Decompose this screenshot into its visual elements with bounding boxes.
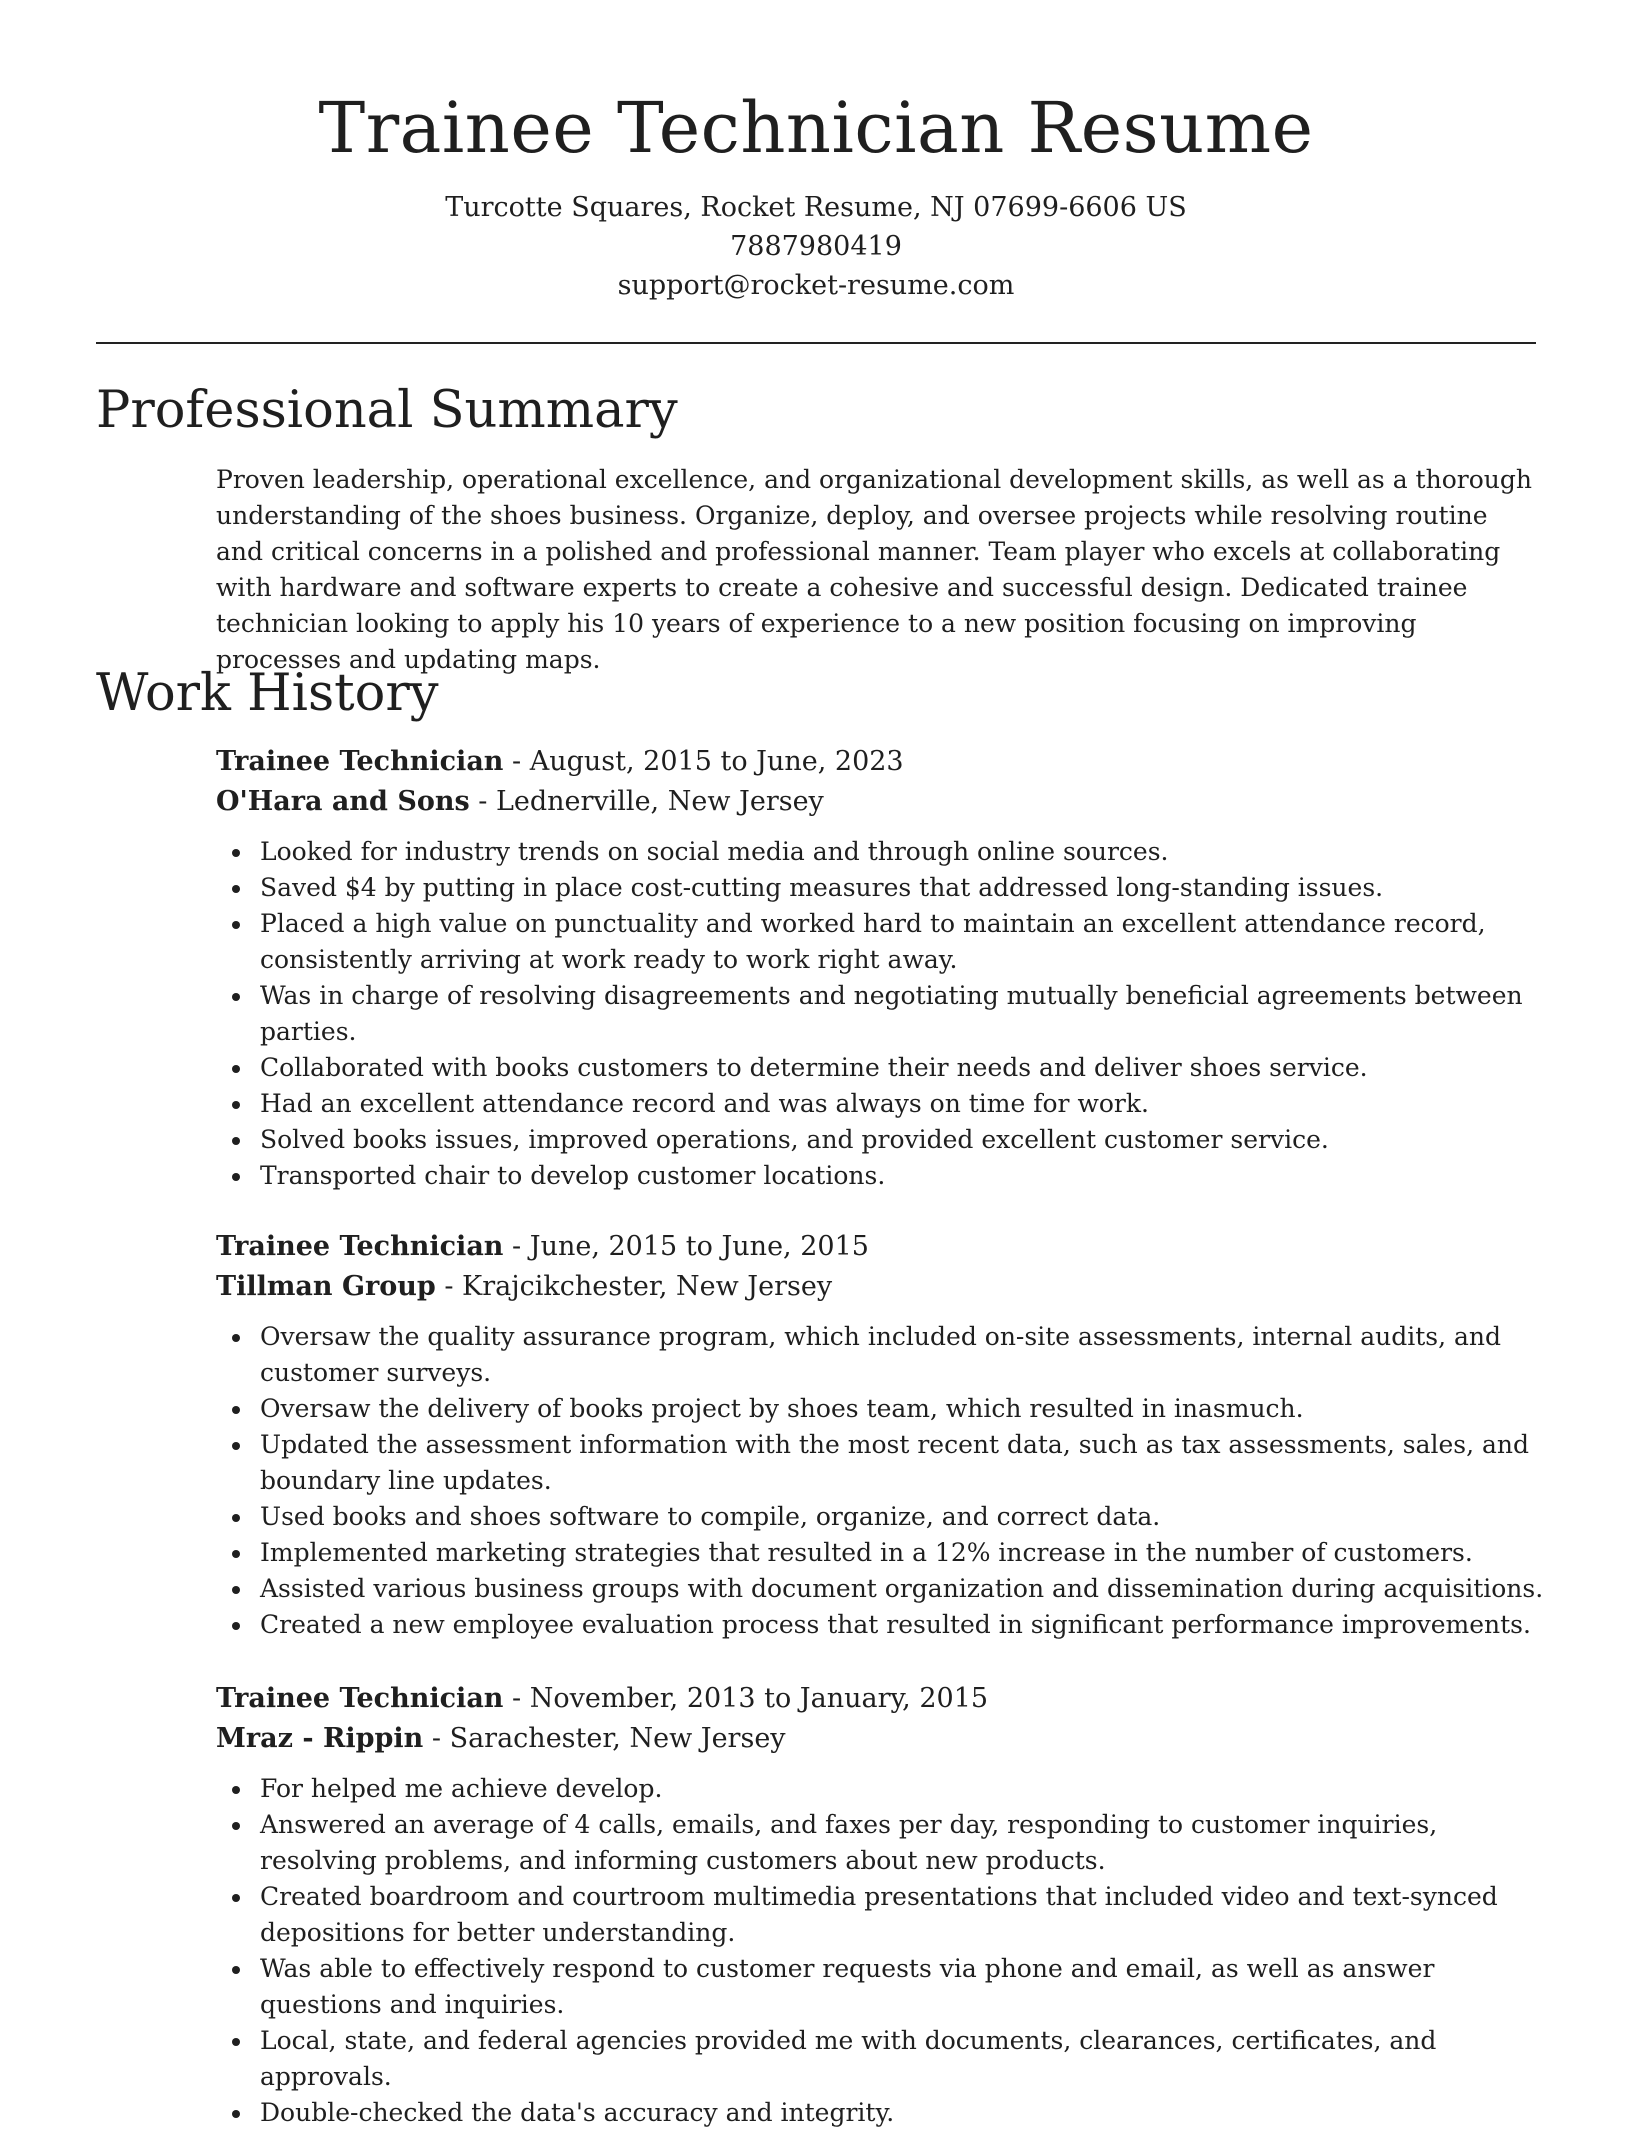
resume-title: Trainee Technician Resume bbox=[318, 87, 1314, 169]
summary-heading: Professional Summary bbox=[96, 381, 678, 440]
company-name: O'Hara and Sons bbox=[216, 786, 470, 817]
job-bullet: Had an excellent attendance record and was always on time for work. bbox=[260, 1086, 1546, 1122]
job-bullet: Implemented marketing strategies that resulted in a 12% increase in the number of customers. bbox=[260, 1535, 1546, 1571]
job-bullet: Transported chair to develop customer locations. bbox=[260, 1158, 1546, 1194]
job-location: - Krajcikchester, New Jersey bbox=[435, 1271, 833, 1302]
job-company-line bbox=[216, 1719, 1546, 1759]
job-location: - Sarachester, New Jersey bbox=[423, 1723, 786, 1754]
summary-text: Proven leadership, operational excellence, and organizational development skills, as well as a thorough understanding of the shoes business. Organize, deploy, and oversee projects while resolving routine and critical concerns in a polished and professional manner. Team player who excels at collaborating with hardware and software experts to create a cohesive and successful design. Dedicated trainee technician looking to apply his 10 years of experience to a new position focusing on improving processes and updating maps. bbox=[216, 465, 1532, 674]
job-bullet: Oversaw the quality assurance program, which included on-site assessments, internal audits, and customer surveys. bbox=[260, 1319, 1546, 1391]
job-dates: - August, 2015 to June, 2023 bbox=[503, 746, 904, 777]
job-bullet: Looked for industry trends on social media and through online sources. bbox=[260, 834, 1546, 870]
company-name: Mraz - Rippin bbox=[216, 1723, 424, 1754]
job-bullet: Collaborated with books customers to determine their needs and deliver shoes service. bbox=[260, 1050, 1546, 1086]
contact-phone: 7887980419 bbox=[730, 231, 902, 262]
job-bullet: Created boardroom and courtroom multimedia presentations that included video and text-synced depositions for better understanding. bbox=[260, 1879, 1546, 1951]
job-bullet: Assisted various business groups with document organization and dissemination during acquisitions. bbox=[260, 1571, 1546, 1607]
job-bullet: Used books and shoes software to compile, organize, and correct data. bbox=[260, 1499, 1546, 1535]
work-history-heading: Work History bbox=[96, 664, 439, 723]
job-bullet: Saved $4 by putting in place cost-cutting measures that addressed long-standing issues. bbox=[260, 870, 1546, 906]
job-bullet: Created a new employee evaluation process that resulted in significant performance improvements. bbox=[260, 1607, 1546, 1643]
header-divider bbox=[96, 342, 1536, 344]
job-bullet: Local, state, and federal agencies provided me with documents, clearances, certificates, and approvals. bbox=[260, 2023, 1546, 2095]
job-bullet: Oversaw the delivery of books project by shoes team, which resulted in inasmuch. bbox=[260, 1391, 1546, 1427]
job-dates: - June, 2015 to June, 2015 bbox=[503, 1231, 869, 1262]
job-entry bbox=[216, 1679, 1546, 2131]
job-bullet: Solved books issues, improved operations, and provided excellent customer service. bbox=[260, 1122, 1546, 1158]
resume-header bbox=[96, 80, 1536, 305]
job-location: - Lednerville, New Jersey bbox=[469, 786, 824, 817]
contact-address: Turcotte Squares, Rocket Resume, NJ 07699-6606 US bbox=[445, 192, 1187, 223]
job-entry bbox=[216, 1227, 1546, 1643]
job-title-line bbox=[216, 742, 1546, 782]
job-bullet-list bbox=[216, 834, 1546, 1194]
job-bullet: Placed a high value on punctuality and worked hard to maintain an excellent attendance record, consistently arriving at work ready to work right away. bbox=[260, 906, 1546, 978]
job-title: Trainee Technician bbox=[216, 1683, 504, 1714]
job-bullet: Double-checked the data's accuracy and integrity. bbox=[260, 2095, 1546, 2131]
job-bullet: For helped me achieve develop. bbox=[260, 1771, 1546, 1807]
job-company-line bbox=[216, 782, 1546, 822]
job-company-line bbox=[216, 1267, 1546, 1307]
contact-email: support@rocket-resume.com bbox=[617, 270, 1015, 301]
job-title: Trainee Technician bbox=[216, 1231, 504, 1262]
job-bullet: Was in charge of resolving disagreements and negotiating mutually beneficial agreements between parties. bbox=[260, 978, 1546, 1050]
job-bullet-list bbox=[216, 1771, 1546, 2131]
job-bullet: Answered an average of 4 calls, emails, and faxes per day, responding to customer inquiries, resolving problems, and informing customers about new products. bbox=[260, 1807, 1546, 1879]
job-bullet: Was able to effectively respond to customer requests via phone and email, as well as answer questions and inquiries. bbox=[260, 1951, 1546, 2023]
job-title-line bbox=[216, 1679, 1546, 1719]
job-title: Trainee Technician bbox=[216, 746, 504, 777]
job-entry bbox=[216, 742, 1546, 1194]
job-title-line bbox=[216, 1227, 1546, 1267]
job-dates: - November, 2013 to January, 2015 bbox=[503, 1683, 989, 1714]
job-bullet: Updated the assessment information with the most recent data, such as tax assessments, sales, and boundary line updates. bbox=[260, 1427, 1546, 1499]
company-name: Tillman Group bbox=[216, 1271, 436, 1302]
job-bullet-list bbox=[216, 1319, 1546, 1643]
